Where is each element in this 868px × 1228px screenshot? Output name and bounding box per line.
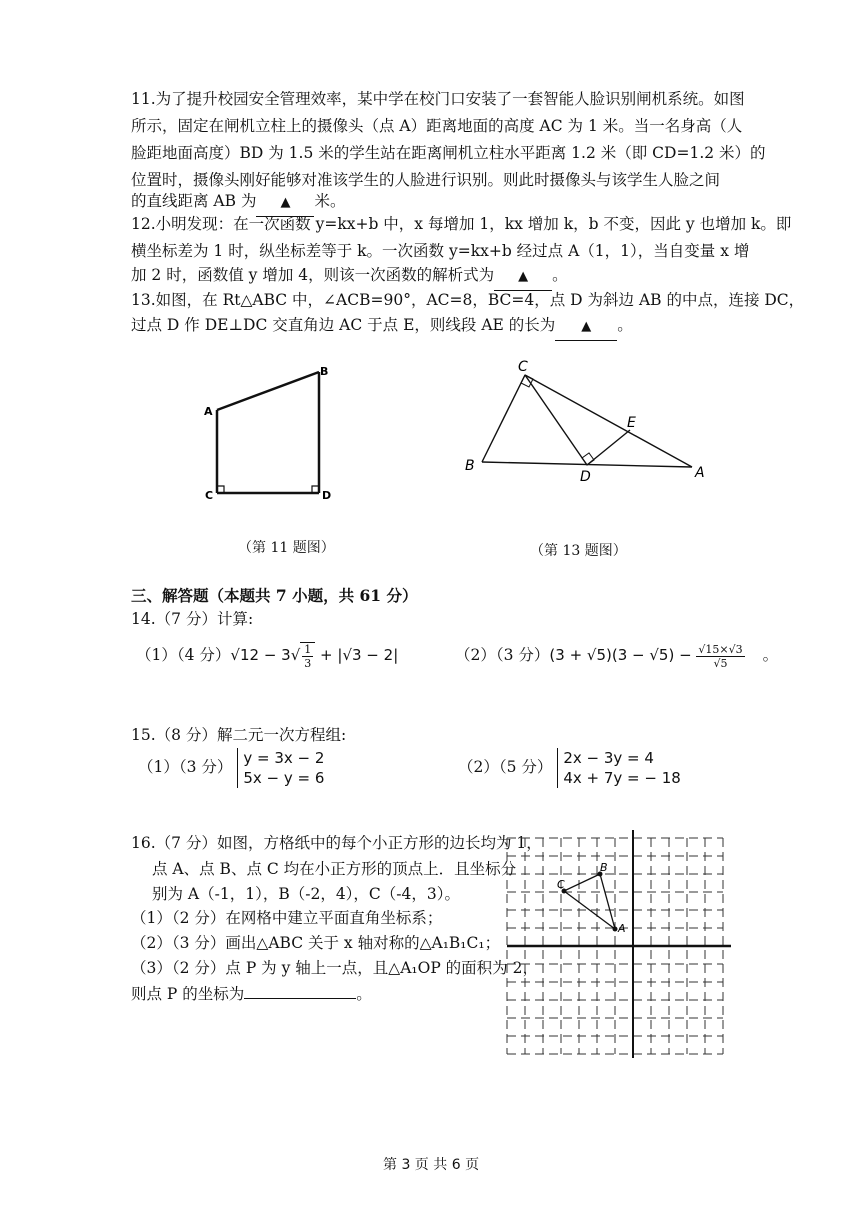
triangle-side-ab <box>600 874 615 929</box>
q15-heading: 15.（8 分）解二元一次方程组: <box>131 726 347 744</box>
q15-p2-eq-2: 4x + 7y = − 18 <box>563 769 681 787</box>
q16-answer-blank[interactable] <box>244 980 356 999</box>
q16-line-1: 16.（7 分）如图，方格纸中的每个小正方形的边长均为 1， <box>131 834 542 852</box>
q16-line-4: （1）（2 分）在网格中建立平面直角坐标系； <box>131 909 443 927</box>
q14-p2-end: 。 <box>762 646 779 664</box>
q14-p2-frac-num: √15×√3 <box>698 642 743 656</box>
q15-p1-eq-1: y = 3x − 2 <box>243 749 325 767</box>
fig13-segment-ca <box>525 375 692 467</box>
q13-line-2 <box>131 312 633 341</box>
q12-line-3-text: 加 2 时，函数值 y 增加 4，则该一次函数的解析式为 <box>131 266 495 284</box>
q16-line-3: 别为 A（-1，1），B（-2，4），C（-4，3）。 <box>152 885 461 903</box>
q11-line-3: 脸距地面高度）BD 为 1.5 米的学生站在距离闸机立柱水平距离 1.2 米（即 CD=1.2 米）的 <box>131 144 766 162</box>
grid-label-b: B <box>600 861 608 874</box>
q13-line-2-text: 过点 D 作 DE⊥DC 交直角边 AC 于点 E，则线段 AE 的长为 <box>131 316 556 334</box>
q14-p1-expr-a: √12 <box>230 646 260 664</box>
fig13-caption: （第 13 题图） <box>530 543 627 559</box>
fig11-caption: （第 11 题图） <box>238 540 335 556</box>
fig11-label-c: C <box>205 489 214 502</box>
q14-p2-expr: (3 + √5)(3 − √5) − <box>549 646 697 664</box>
fig13-label-a: A <box>695 465 705 481</box>
q11-line-2: 所示，固定在闸机立柱上的摄像头（点 A）距离地面的高度 AC 为 1 米。当一名身高（人 <box>131 117 743 135</box>
grid-label-c: C <box>557 878 565 891</box>
q14-p2-label: （2）（3 分） <box>455 646 550 664</box>
figure-11 <box>195 360 345 510</box>
answer-triangle-mark: ▲ <box>518 269 529 284</box>
fig11-label-b: B <box>320 365 329 378</box>
q15-p2-system <box>557 748 680 788</box>
q11-line-5-text: 的直线距离 AB 为 <box>131 192 257 210</box>
figure-13 <box>460 355 710 485</box>
section-title: 三、解答题（本题共 7 小题，共 61 分） <box>131 586 418 605</box>
q14-part-1: （1）（4 分）√12 − 3√ $\frac{1}{3} + |√3 - 2|$ <box>136 643 399 670</box>
q13-line-1: 13.如图，在 Rt△ABC 中，∠ACB=90°，AC=8，BC=4，点 D 为斜边 AB 的中点，连接 DC， <box>131 291 805 309</box>
page-footer: 第 3 页 共 6 页 <box>383 1157 480 1173</box>
q16-line-7 <box>131 980 372 1007</box>
fig13-right-angle-d <box>582 453 594 465</box>
q15-part-1 <box>138 748 324 788</box>
q15-part-2 <box>458 748 681 788</box>
q15-p2-label: （2）（5 分） <box>458 758 553 776</box>
q16-end: 。 <box>356 985 372 1003</box>
q14-heading: 14.（7 分）计算: <box>131 610 254 628</box>
q14-p2-fraction <box>696 643 744 670</box>
fig13-segment-cb <box>482 375 525 462</box>
q12-end: 。 <box>552 266 568 284</box>
q15-p1-label: （1）（3 分） <box>138 758 233 776</box>
q16-line-7-text: 则点 P 的坐标为 <box>131 985 245 1003</box>
fig13-label-e: E <box>627 415 636 431</box>
q14-p1-expr-b: − 3 <box>259 646 291 664</box>
q14-p1-fraction <box>300 642 315 670</box>
grid-label-a: A <box>618 922 626 935</box>
q12-line-1: 12.小明发现：在一次函数 y=kx+b 中，x 每增加 1，kx 增加 k，b 不变，因此 y 也增加 k。即 <box>131 215 792 233</box>
q16-line-2: 点 A、点 B、点 C 均在小正方形的顶点上．且坐标分 <box>152 860 517 878</box>
triangle-side-bc <box>564 874 600 891</box>
q16-line-6: （3）（2 分）点 P 为 y 轴上一点，且△A₁OP 的面积为 2， <box>131 959 538 977</box>
fig13-segment-cd <box>525 375 587 465</box>
q14-p1-expr-c: + |√3 − 2| <box>315 646 399 664</box>
q14-p1-frac-den: 3 <box>304 657 312 670</box>
fig11-segment-ab <box>217 372 319 410</box>
q14-p1-label: （1）（4 分） <box>136 646 231 664</box>
q15-p1-system <box>237 748 324 788</box>
fig13-label-b: B <box>465 458 475 474</box>
q12-line-2: 横坐标差为 1 时，纵坐标差等于 k。一次函数 y=kx+b 经过点 A（1，1），当自变量 x 增 <box>131 242 750 260</box>
q15-p2-eq-1: 2x − 3y = 4 <box>563 749 654 767</box>
q11-line-4: 位置时，摄像头刚好能够对准该学生的人脸进行识别。则此时摄像头与该学生人脸之间 <box>131 171 721 189</box>
fig11-label-a: A <box>204 405 213 418</box>
answer-triangle-mark: ▲ <box>280 195 291 210</box>
q13-answer-blank[interactable] <box>555 312 617 341</box>
q14-p2-frac-den: √5 <box>713 656 728 670</box>
q13-end: 。 <box>617 316 633 334</box>
q14-part-2 <box>455 642 778 670</box>
fig11-label-d: D <box>322 489 332 502</box>
point-a-dot <box>613 927 618 932</box>
answer-triangle-mark: ▲ <box>581 319 592 334</box>
fig13-label-c: C <box>518 359 528 375</box>
q11-line-1: 11.为了提升校园安全管理效率，某中学在校门口安装了一套智能人脸识别闸机系统。如图 <box>131 90 745 108</box>
q16-line-5: （2）（3 分）画出△ABC 关于 x 轴对称的△A₁B₁C₁； <box>131 934 501 952</box>
q14-p1-frac-num: 1 <box>304 643 312 656</box>
q15-p1-eq-2: 5x − y = 6 <box>243 769 325 787</box>
q16-grid-figure <box>505 828 735 1063</box>
fig13-label-d: D <box>580 469 591 485</box>
q11-unit: 米。 <box>314 192 346 210</box>
